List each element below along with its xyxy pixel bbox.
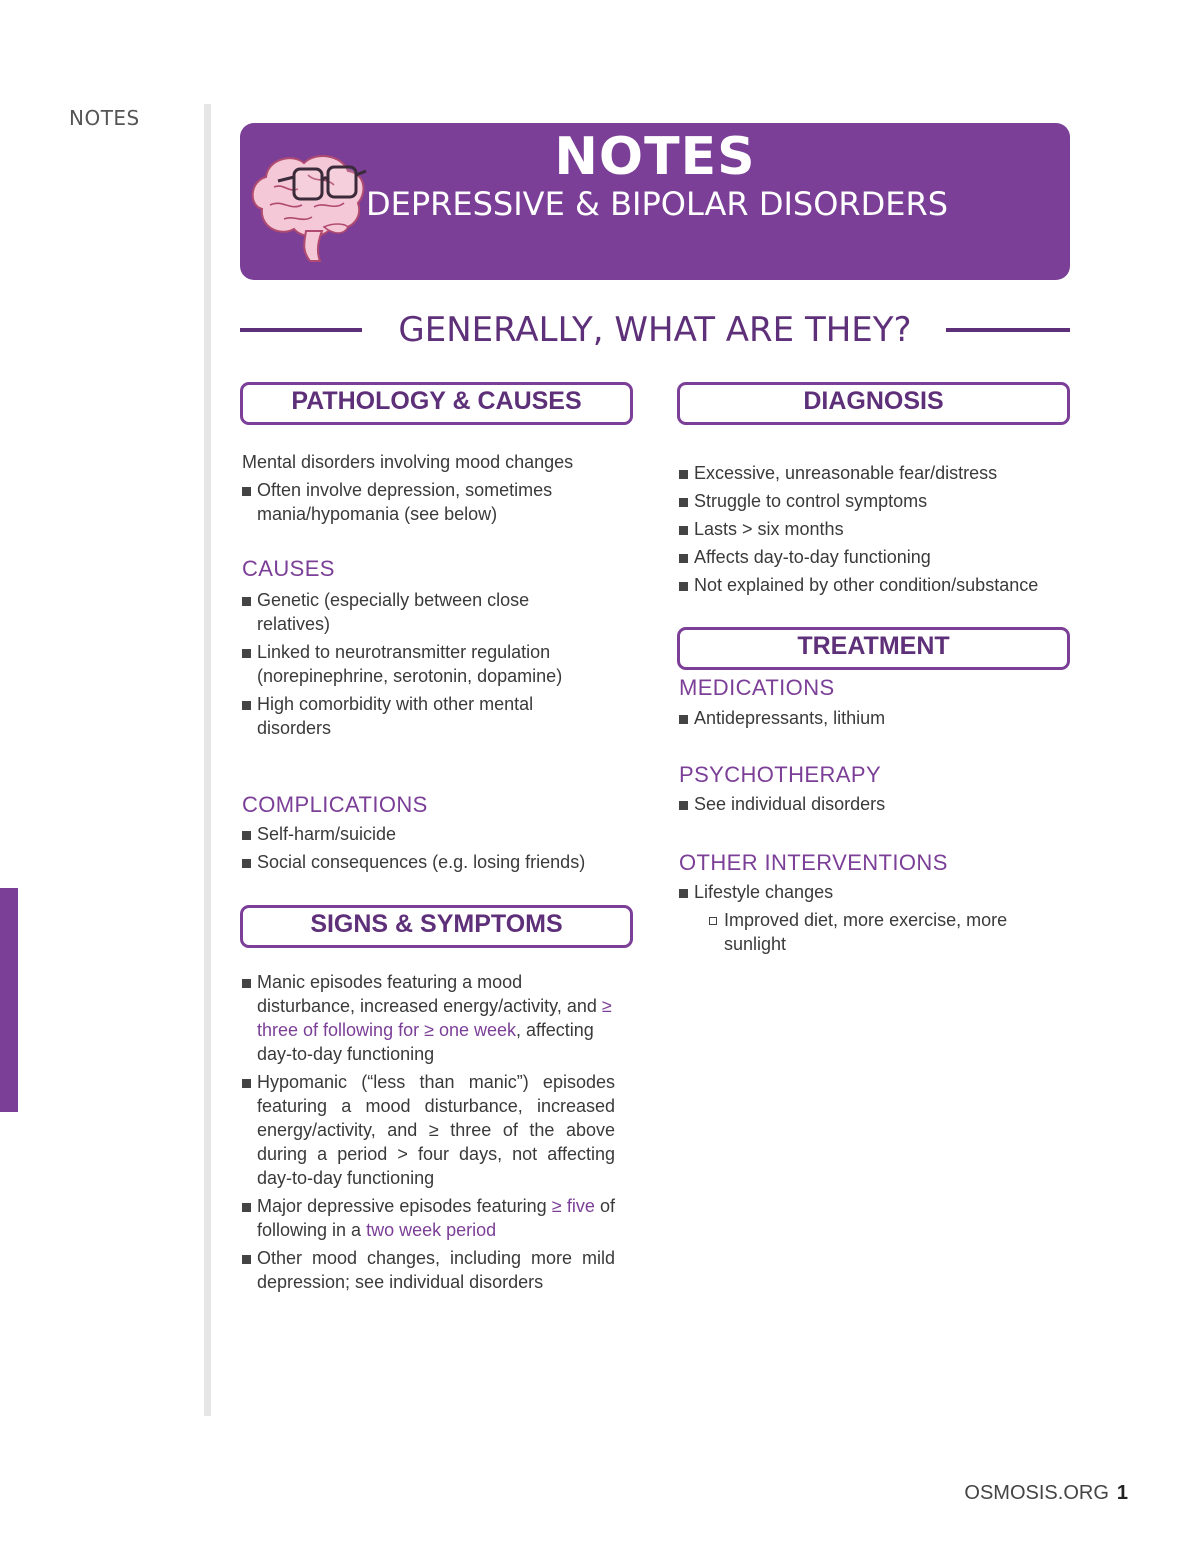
psychotherapy-title: PSYCHOTHERAPY: [679, 762, 882, 787]
list-item: Self-harm/suicide: [257, 822, 627, 846]
list-item: Manic episodes featuring a mood disturbance, increased energy/activity, and ≥ three of following for ≥ one week, affecting day-to-day functioning: [257, 970, 615, 1066]
list-item: Linked to neurotransmitter regulation (norepinephrine, serotonin, dopamine): [257, 640, 587, 688]
bullet-square-icon: [679, 889, 688, 898]
bullet-square-icon: [242, 649, 251, 658]
bullet-square-icon: [679, 582, 688, 591]
other-interventions-sublist: [724, 908, 1044, 956]
list-item: Affects day-to-day functioning: [694, 545, 1074, 569]
list-item: Lifestyle changes: [694, 880, 1064, 904]
causes-list: [257, 588, 602, 740]
list-item: See individual disorders: [694, 792, 1064, 816]
medications-title: MEDICATIONS: [679, 675, 835, 700]
signs-header: SIGNS & SYMPTOMS: [240, 905, 633, 948]
list-item: Social consequences (e.g. losing friends): [257, 850, 627, 874]
list-item: Not explained by other condition/substance: [694, 573, 1074, 597]
bullet-square-icon: [242, 1203, 251, 1212]
bullet-square-icon: [679, 715, 688, 724]
list-item: Antidepressants, lithium: [694, 706, 1064, 730]
margin-rule: [204, 104, 211, 1416]
bullet-hollow-icon: [709, 917, 717, 925]
banner-subtitle: DEPRESSIVE & BIPOLAR DISORDERS: [366, 185, 949, 223]
psychotherapy-list: [694, 792, 1064, 816]
signs-list: [257, 970, 615, 1294]
bullet-square-icon: [242, 1255, 251, 1264]
footer-site: OSMOSIS.ORG: [964, 1482, 1109, 1504]
list-item: Genetic (especially between close relatives): [257, 588, 567, 636]
treatment-header: TREATMENT: [677, 627, 1070, 670]
bullet-square-icon: [679, 526, 688, 535]
causes-title: CAUSES: [242, 556, 335, 581]
list-item: Excessive, unreasonable fear/distress: [694, 461, 1074, 485]
list-item: High comorbidity with other mental disorders: [257, 692, 602, 740]
pathology-list: [257, 478, 602, 526]
list-item: Other mood changes, including more mild depression; see individual disorders: [257, 1246, 615, 1294]
title-banner: [240, 123, 1070, 280]
list-item: Lasts > six months: [694, 517, 1074, 541]
list-item: Often involve depression, sometimes mania/hypomania (see below): [257, 478, 602, 526]
section-title: GENERALLY, WHAT ARE THEY?: [398, 310, 912, 350]
page-number: 1: [1116, 1482, 1128, 1504]
diagnosis-list: [694, 461, 1074, 597]
bullet-square-icon: [242, 487, 251, 496]
complications-list: [257, 822, 627, 874]
pathology-header: PATHOLOGY & CAUSES: [240, 382, 633, 425]
side-notes-label: NOTES: [69, 106, 140, 130]
list-item: Hypomanic (“less than manic”) episodes featuring a mood disturbance, increased energy/activity, and ≥ three of the above during a period > four days, not affecting day-to-day functioning: [257, 1070, 615, 1190]
bullet-square-icon: [242, 831, 251, 840]
diagnosis-header: DIAGNOSIS: [677, 382, 1070, 425]
bullet-square-icon: [679, 801, 688, 810]
bullet-square-icon: [679, 470, 688, 479]
other-interventions-title: OTHER INTERVENTIONS: [679, 850, 948, 875]
bullet-square-icon: [242, 701, 251, 710]
complications-title: COMPLICATIONS: [242, 792, 428, 817]
bullet-square-icon: [242, 1079, 251, 1088]
bullet-square-icon: [242, 597, 251, 606]
medications-list: [694, 706, 1064, 730]
other-interventions-list: [694, 880, 1064, 904]
list-item: Struggle to control symptoms: [694, 489, 1074, 513]
list-item: Improved diet, more exercise, more sunlight: [724, 908, 1044, 956]
banner-title: NOTES: [554, 127, 756, 187]
bullet-square-icon: [679, 498, 688, 507]
page-footer: [964, 1482, 1128, 1505]
bullet-square-icon: [679, 554, 688, 563]
bullet-square-icon: [242, 859, 251, 868]
bullet-square-icon: [242, 979, 251, 988]
pathology-intro: Mental disorders involving mood changes: [242, 452, 574, 472]
list-item: Major depressive episodes featuring ≥ five of following in a two week period: [257, 1194, 615, 1242]
chapter-tab: [0, 888, 18, 1112]
